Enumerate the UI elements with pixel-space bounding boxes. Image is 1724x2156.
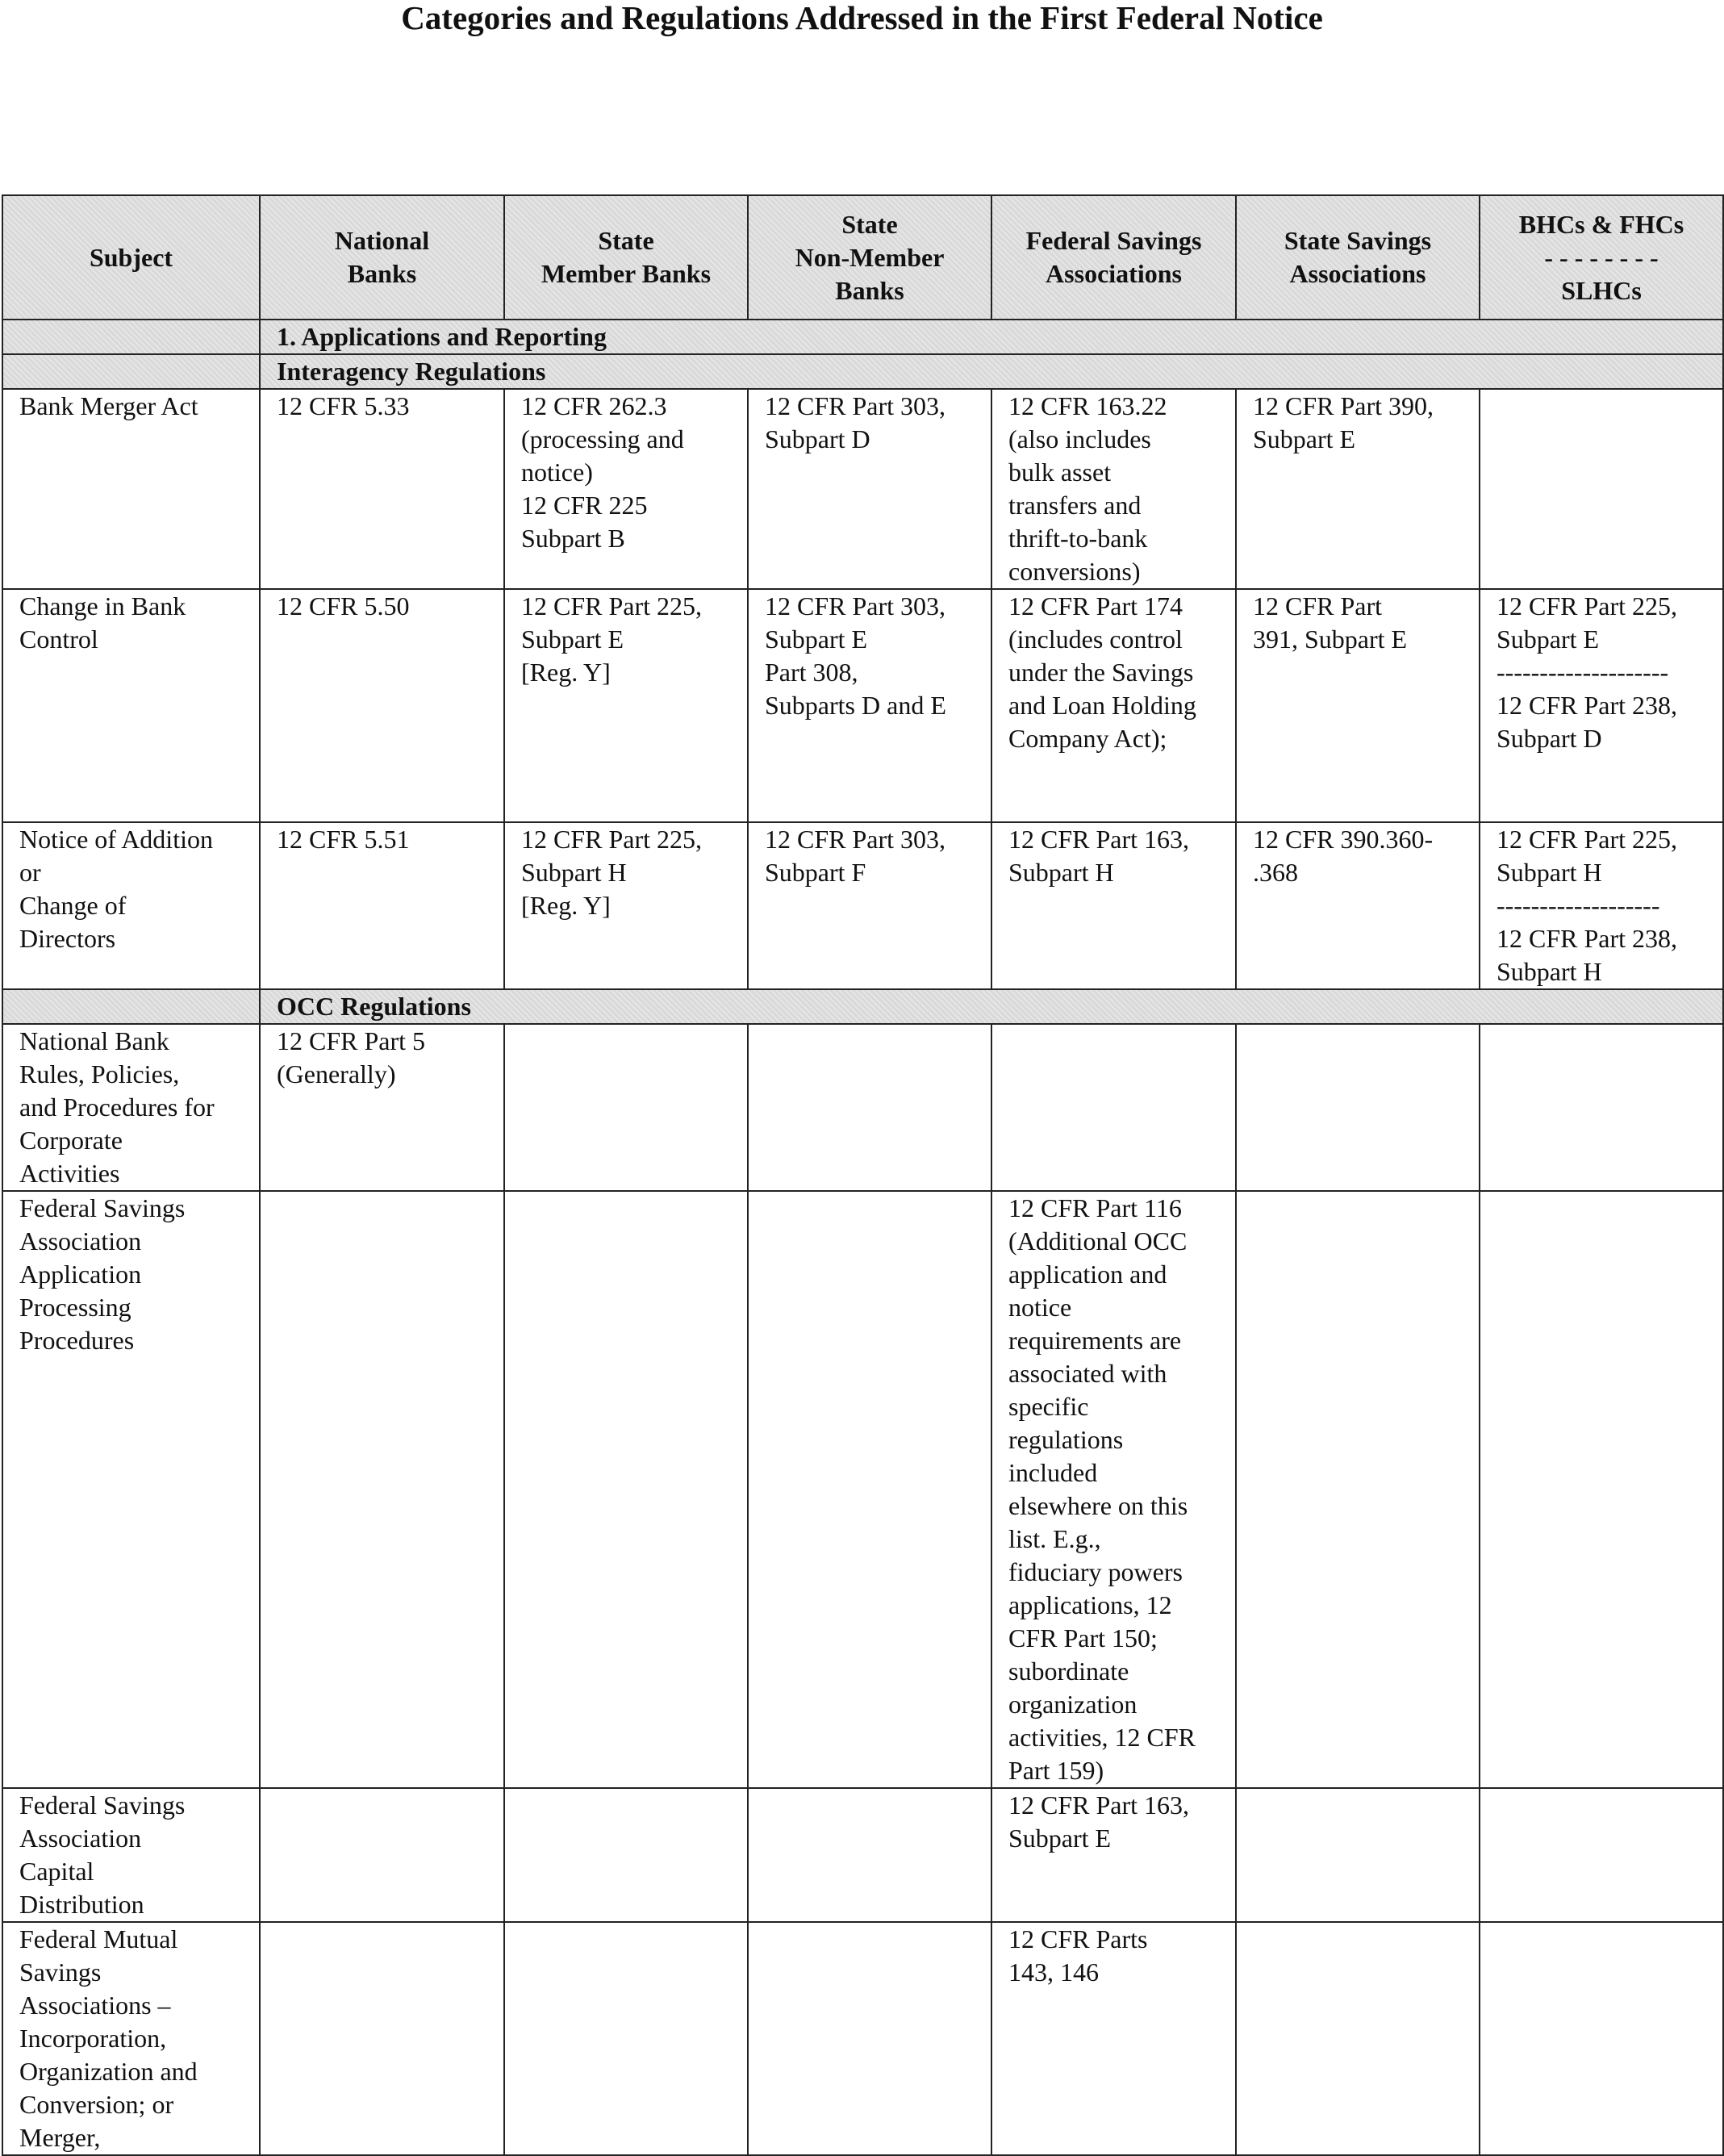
- cell-state-member-banks: 12 CFR Part 225, Subpart E [Reg. Y]: [504, 589, 748, 822]
- column-header-subject: Subject: [2, 195, 260, 320]
- section-subheading: Interagency Regulations: [260, 354, 1723, 389]
- table-row: [2, 822, 1723, 989]
- table-row: [2, 1191, 1723, 1788]
- cell-holding-companies: [1480, 1191, 1723, 1788]
- section-subheading: OCC Regulations: [260, 989, 1723, 1024]
- column-header-state-non-member-banks: State Non-Member Banks: [748, 195, 991, 320]
- cell-state-non-member-banks: [748, 1922, 991, 2155]
- section-spacer: [2, 989, 260, 1024]
- cell-federal-savings-associations: 12 CFR 163.22 (also includes bulk asset transfers and thrift-to-bank conversions): [991, 389, 1236, 589]
- cell-holding-companies: [1480, 389, 1723, 589]
- cell-holding-companies: [1480, 1024, 1723, 1191]
- cell-national-banks: 12 CFR 5.50: [260, 589, 504, 822]
- cell-federal-savings-associations: 12 CFR Part 174 (includes control under the Savings and Loan Holding Company Act);: [991, 589, 1236, 822]
- column-header-state-savings-associations: State Savings Associations: [1236, 195, 1480, 320]
- section-spacer: [2, 320, 260, 354]
- section-row: [2, 320, 1723, 354]
- cell-subject: Federal Mutual Savings Associations – Incorporation, Organization and Conversion; or Merger,: [2, 1922, 260, 2155]
- section-row: [2, 354, 1723, 389]
- cell-state-non-member-banks: 12 CFR Part 303, Subpart F: [748, 822, 991, 989]
- cell-state-member-banks: 12 CFR Part 225, Subpart H [Reg. Y]: [504, 822, 748, 989]
- cell-state-member-banks: [504, 1922, 748, 2155]
- cell-state-non-member-banks: [748, 1788, 991, 1922]
- regulations-table: [2, 194, 1724, 2156]
- cell-state-savings-associations: 12 CFR Part 391, Subpart E: [1236, 589, 1480, 822]
- column-header-holding-companies: BHCs & FHCs - - - - - - - - SLHCs: [1480, 195, 1723, 320]
- section-heading: 1. Applications and Reporting: [260, 320, 1723, 354]
- cell-national-banks: [260, 1191, 504, 1788]
- cell-subject: Federal Savings Association Application Processing Procedures: [2, 1191, 260, 1788]
- cell-holding-companies: 12 CFR Part 225, Subpart H ------------------- 12 CFR Part 238, Subpart H: [1480, 822, 1723, 989]
- cell-state-member-banks: [504, 1788, 748, 1922]
- cell-subject: Change in Bank Control: [2, 589, 260, 822]
- column-header-federal-savings-associations: Federal Savings Associations: [991, 195, 1236, 320]
- cell-state-savings-associations: [1236, 1024, 1480, 1191]
- cell-state-savings-associations: 12 CFR Part 390, Subpart E: [1236, 389, 1480, 589]
- cell-subject: National Bank Rules, Policies, and Procedures for Corporate Activities: [2, 1024, 260, 1191]
- cell-national-banks: 12 CFR 5.51: [260, 822, 504, 989]
- cell-federal-savings-associations: 12 CFR Part 163, Subpart E: [991, 1788, 1236, 1922]
- cell-state-savings-associations: [1236, 1922, 1480, 2155]
- cell-state-savings-associations: 12 CFR 390.360- .368: [1236, 822, 1480, 989]
- cell-national-banks: [260, 1922, 504, 2155]
- cell-subject: Federal Savings Association Capital Distribution: [2, 1788, 260, 1922]
- column-header-national-banks: National Banks: [260, 195, 504, 320]
- cell-subject: Bank Merger Act: [2, 389, 260, 589]
- table-row: [2, 1788, 1723, 1922]
- cell-state-non-member-banks: 12 CFR Part 303, Subpart E Part 308, Subparts D and E: [748, 589, 991, 822]
- section-spacer: [2, 354, 260, 389]
- header-row: [2, 195, 1723, 320]
- cell-state-non-member-banks: [748, 1191, 991, 1788]
- column-header-state-member-banks: State Member Banks: [504, 195, 748, 320]
- cell-federal-savings-associations: 12 CFR Part 116 (Additional OCC application and notice requirements are associated with specific regulations included elsewhere on this list. E.g., fiduciary powers applications, 12 CFR Part 150; subordinate organization activities, 12 CFR Part 159): [991, 1191, 1236, 1788]
- cell-state-non-member-banks: [748, 1024, 991, 1191]
- cell-federal-savings-associations: 12 CFR Part 163, Subpart H: [991, 822, 1236, 989]
- table-row: [2, 1024, 1723, 1191]
- cell-federal-savings-associations: 12 CFR Parts 143, 146: [991, 1922, 1236, 2155]
- cell-federal-savings-associations: [991, 1024, 1236, 1191]
- table-row: [2, 389, 1723, 589]
- cell-subject: Notice of Addition or Change of Directors: [2, 822, 260, 989]
- cell-holding-companies: [1480, 1922, 1723, 2155]
- cell-state-non-member-banks: 12 CFR Part 303, Subpart D: [748, 389, 991, 589]
- page-title: Categories and Regulations Addressed in the First Federal Notice: [401, 0, 1323, 36]
- table-row: [2, 1922, 1723, 2155]
- cell-state-savings-associations: [1236, 1788, 1480, 1922]
- cell-state-member-banks: [504, 1191, 748, 1788]
- cell-holding-companies: 12 CFR Part 225, Subpart E -------------------- 12 CFR Part 238, Subpart D: [1480, 589, 1723, 822]
- cell-state-savings-associations: [1236, 1191, 1480, 1788]
- cell-national-banks: 12 CFR Part 5 (Generally): [260, 1024, 504, 1191]
- table-row: [2, 589, 1723, 822]
- cell-state-member-banks: [504, 1024, 748, 1191]
- cell-national-banks: [260, 1788, 504, 1922]
- section-row: [2, 989, 1723, 1024]
- cell-national-banks: 12 CFR 5.33: [260, 389, 504, 589]
- cell-state-member-banks: 12 CFR 262.3 (processing and notice) 12 CFR 225 Subpart B: [504, 389, 748, 589]
- cell-holding-companies: [1480, 1788, 1723, 1922]
